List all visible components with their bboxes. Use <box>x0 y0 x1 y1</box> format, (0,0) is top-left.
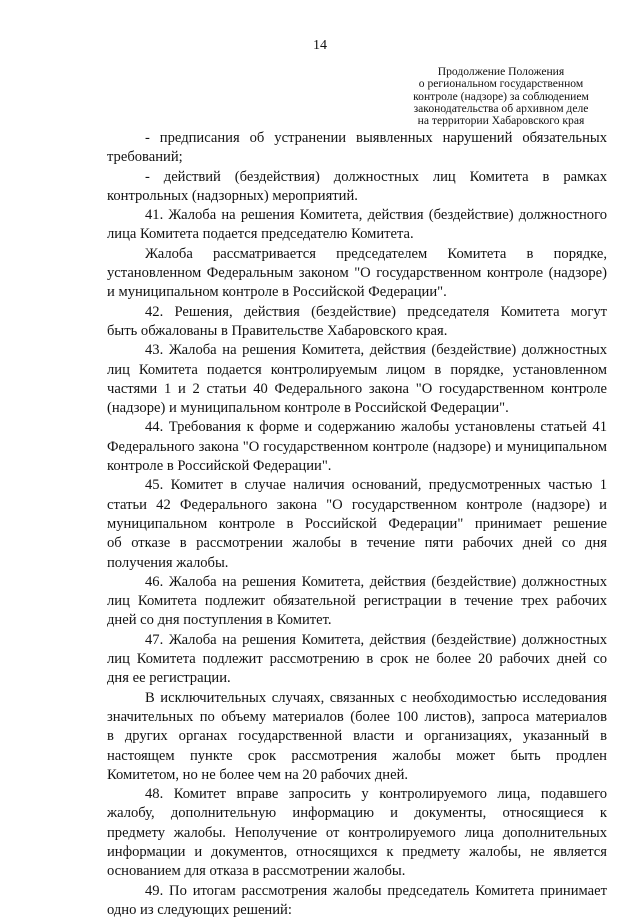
paragraph <box>107 245 607 303</box>
paragraph-line: Федерального закона "О государственном контроле (надзоре) и муниципальном <box>107 438 607 455</box>
paragraph-line: частями 1 и 2 статьи 40 Федерального закона "О государственном контроле <box>107 380 607 397</box>
paragraph-line: - предписания об устранении выявленных нарушений обязательных <box>145 130 607 146</box>
paragraph <box>107 573 607 631</box>
paragraph <box>107 418 607 476</box>
page-number: 14 <box>313 38 327 53</box>
paragraph-line: (надзоре) и муниципальном контроле в Российской Федерации". <box>107 400 509 417</box>
header-line: Продолжение Положения <box>437 65 565 78</box>
paragraph <box>107 129 607 168</box>
header-note <box>392 66 610 127</box>
paragraph <box>107 341 607 418</box>
paragraph-line: информации и документов, относящихся к предмету жалобы, не является <box>107 843 607 860</box>
paragraph-line: лица Комитета подается председателю Комитета. <box>107 226 414 243</box>
paragraph-line: в других органах государственной власти и организациях, указанный в <box>107 728 607 745</box>
paragraph-line: дней со дня поступления в Комитет. <box>107 612 332 629</box>
paragraph <box>107 303 607 342</box>
paragraph-line: Жалоба рассматривается председателем Комитета в порядке, <box>145 245 607 262</box>
body-text <box>107 129 607 920</box>
paragraph-line: настоящем пункте срок рассмотрения жалобы может быть продлен <box>107 747 607 764</box>
paragraph-line: 43. Жалоба на решения Комитета, действия (бездействие) должностных <box>145 342 607 359</box>
paragraph-line: 44. Требования к форме и содержанию жалобы установлены статьей 41 <box>145 419 607 436</box>
paragraph-line: 47. Жалоба на решения Комитета, действия (бездействие) должностных <box>145 631 607 648</box>
paragraph-line: 41. Жалоба на решения Комитета, действия (бездействие) должностного <box>145 207 607 224</box>
paragraph-line: и муниципальном контроле в Российской Федерации". <box>107 284 447 301</box>
paragraph-line: значительных по объему материалов (более 100 листов), запроса материалов <box>107 708 607 725</box>
paragraph-line: В исключительных случаях, связанных с необходимостью исследования <box>145 689 607 706</box>
paragraph-line: 49. По итогам рассмотрения жалобы председатель Комитета принимает <box>145 882 607 899</box>
paragraph-line: предмету жалобы. Неполучение от контролируемого лица дополнительных <box>107 824 607 841</box>
paragraph-line: об отказе в рассмотрении жалобы в течение пяти рабочих дней со дня <box>107 535 607 552</box>
paragraph-line: получения жалобы. <box>107 554 229 571</box>
paragraph-line: основанием для отказа в рассмотрении жалобы. <box>107 863 406 880</box>
paragraph-line: одно из следующих решений: <box>107 901 292 918</box>
paragraph-line: лиц Комитета подается контролируемым лицом в порядке, установленном <box>107 361 607 378</box>
paragraph <box>107 206 607 245</box>
paragraph-line: статьи 42 Федерального закона "О государственном контроле (надзоре) и <box>107 496 607 513</box>
paragraph-line: установленном Федеральным законом "О государственном контроле (надзоре) <box>107 265 607 282</box>
paragraph-line: лиц Комитета подлежит обязательной регистрации в течение трех рабочих <box>107 593 607 610</box>
header-line: законодательства об архивном деле <box>413 101 589 115</box>
paragraph-line: Комитетом, но не более чем на 20 рабочих дней. <box>107 766 409 783</box>
header-line: контроле (надзоре) за соблюдением <box>413 89 589 103</box>
paragraph-line: муниципальном контроле в Российской Федерации" принимает решение <box>107 515 607 532</box>
paragraph-line: жалобу, дополнительную информацию и документы, относящиеся к <box>107 805 607 822</box>
header-line: на территории Хабаровского края <box>417 114 585 128</box>
paragraph-line: дня ее регистрации. <box>107 670 231 687</box>
paragraph-line: 42. Решения, действия (бездействие) председателя Комитета могут <box>145 303 607 320</box>
paragraph-line: 48. Комитет вправе запросить у контролируемого лица, подавшего <box>145 786 607 803</box>
paragraph-line: - действий (бездействия) должностных лиц Комитета в рамках <box>145 168 607 185</box>
paragraph <box>107 631 607 689</box>
paragraph <box>107 882 607 920</box>
paragraph-line: 46. Жалоба на решения Комитета, действия (бездействие) должностных <box>145 573 607 590</box>
header-line: о региональном государственном <box>418 77 584 91</box>
paragraph <box>107 168 607 207</box>
paragraph <box>107 785 607 881</box>
paragraph-line: требований; <box>107 149 183 166</box>
paragraph-line: быть обжалованы в Правительстве Хабаровского края. <box>107 322 448 339</box>
paragraph-line: контрольных (надзорных) мероприятий. <box>107 187 358 204</box>
paragraph-line: 45. Комитет в случае наличия оснований, предусмотренных частью 1 <box>145 477 607 494</box>
paragraph <box>107 476 607 572</box>
paragraph-line: контроле в Российской Федерации". <box>107 458 332 475</box>
paragraph-line: лиц Комитета подлежит рассмотрению в срок не более 20 рабочих дней со <box>107 651 607 668</box>
paragraph <box>107 689 607 785</box>
